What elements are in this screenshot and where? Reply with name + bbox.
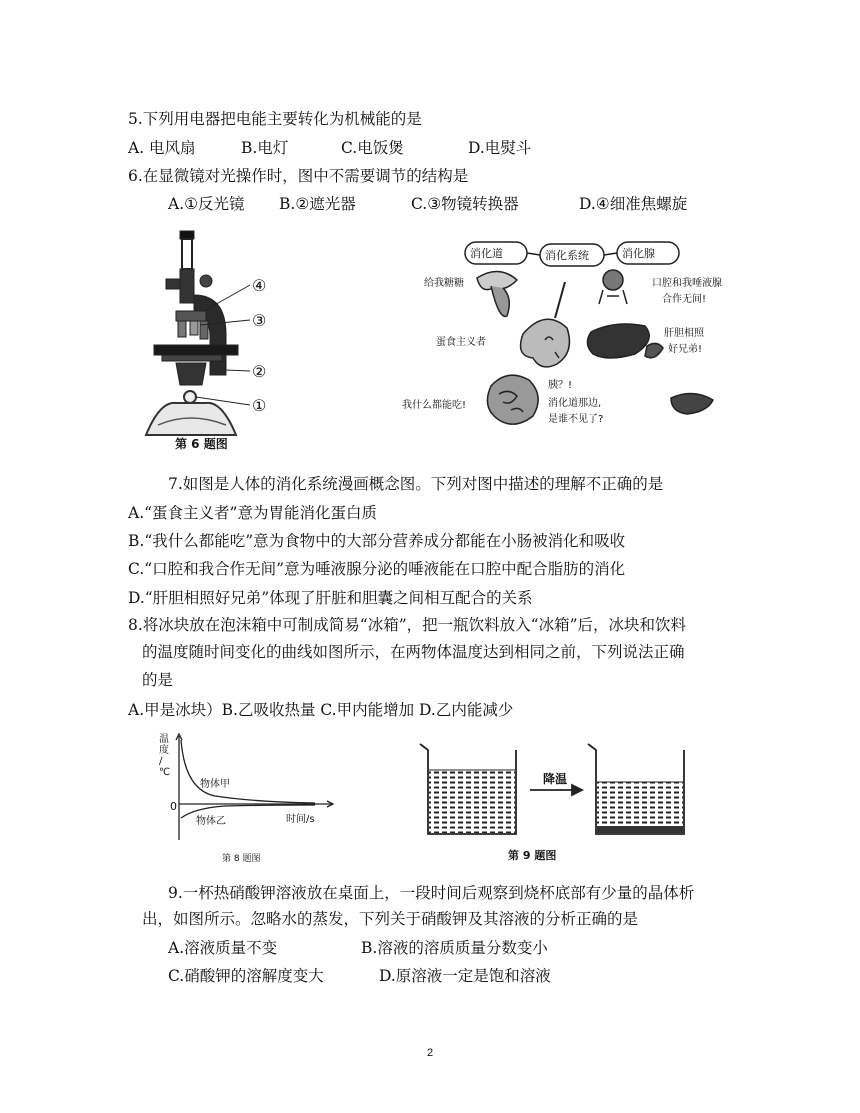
graph-ylabel <box>159 734 171 778</box>
ylabel-char-4: ℃ <box>159 767 171 778</box>
q8-figure-caption: 第 8 题图 <box>222 854 261 864</box>
q5-option-c: C.电饭煲 <box>341 139 404 157</box>
speech-eat-anything: 我什么都能吃! <box>402 400 467 411</box>
q6-option-c: C.③物镜转换器 <box>411 195 519 213</box>
q9-option-a: A.溶液质量不变 <box>168 939 278 957</box>
q6-option-b: B.②遮光器 <box>279 195 356 213</box>
q9-option-c: C.硝酸钾的溶解度变大 <box>168 967 324 985</box>
q9-stem-line2: 出，如图所示。忽略水的蒸发，下列关于硝酸钾及其溶液的分析正确的是 <box>142 910 639 928</box>
arrow-label-cool: 降温 <box>543 772 568 786</box>
marker-3: ③ <box>252 311 267 330</box>
q6-option-a: A.①反光镜 <box>168 195 245 213</box>
q9-option-d: D.原溶液一定是饱和溶液 <box>379 967 551 985</box>
graph-curve-a-label: 物体甲 <box>200 779 230 790</box>
q6-figure-caption: 第 6 题图 <box>175 437 228 451</box>
ylabel-char-1: 温 <box>159 734 169 745</box>
speech-good-brothers: 好兄弟! <box>668 344 703 355</box>
q5-option-b: B.电灯 <box>241 139 289 157</box>
speech-mouth-gland: 口腔和我唾液腺 <box>652 278 722 289</box>
speech-liver-gall: 肝胆相照 <box>664 328 704 339</box>
q5-option-d: D.电熨斗 <box>468 139 532 157</box>
q7-stem: 7.如图是人体的消化系统漫画概念图。下列对图中描述的理解不正确的是 <box>168 475 664 493</box>
q7-option-c: C.“口腔和我合作无间”意为唾液腺分泌的唾液能在口腔中配合脂肪的消化 <box>128 560 626 578</box>
q8-stem-line1: 8.将冰块放在泡沫箱中可制成简易“冰箱”，把一瓶饮料放入“冰箱”后，冰块和饮料 <box>128 616 686 634</box>
q5-option-a: A. 电风扇 <box>128 139 196 157</box>
speech-give-sugar: 给我糖糖 <box>424 278 464 289</box>
q6-stem: 6.在显微镜对光操作时，图中不需要调节的结构是 <box>128 167 469 185</box>
speech-who-missing: 是谁不见了? <box>548 414 604 425</box>
microscope-figure <box>140 225 290 455</box>
marker-4: ④ <box>252 276 267 295</box>
q6-option-d: D.④细准焦螺旋 <box>579 195 688 213</box>
q9-stem-line1: 9.一杯热硝酸钾溶液放在桌面上，一段时间后观察到烧杯底部有少量的晶体析 <box>168 884 695 902</box>
q7-option-b: B.“我什么都能吃”意为食物中的大部分营养成分都能在小肠被消化和吸收 <box>128 532 626 550</box>
q8-options: A.甲是冰块）B.乙吸收热量 C.甲内能增加 D.乙内能减少 <box>128 701 514 719</box>
graph-zero: 0 <box>170 800 177 813</box>
q9-figure-caption: 第 9 题图 <box>508 849 557 862</box>
ylabel-char-3: / <box>159 756 163 767</box>
label-digestive-gland: 消化腺 <box>622 247 655 260</box>
label-digestive-system: 消化系统 <box>545 249 589 262</box>
ylabel-char-2: 度 <box>159 745 169 756</box>
speech-tract-side: 消化道那边, <box>548 398 602 409</box>
speech-protein-eater: 蛋食主义者 <box>436 337 486 348</box>
marker-1: ① <box>252 396 267 415</box>
speech-pancreas: 胰？! <box>548 380 573 391</box>
page-number: 2 <box>426 1047 434 1059</box>
q9-option-b: B.溶液的溶质质量分数变小 <box>361 939 548 957</box>
q7-option-d: D.“肝胆相照好兄弟”体现了肝脏和胆囊之间相互配合的关系 <box>128 589 533 607</box>
label-digestive-tract: 消化道 <box>470 247 503 260</box>
graph-xlabel: 时间/s <box>286 814 315 825</box>
marker-2: ② <box>252 362 267 381</box>
q5-stem: 5.下列用电器把电能主要转化为机械能的是 <box>128 110 422 128</box>
speech-cooperate: 合作无间! <box>662 294 707 305</box>
graph-curve-b-label: 物体乙 <box>196 816 226 827</box>
q8-stem-line2: 的温度随时间变化的曲线如图所示，在两物体温度达到相同之前，下列说法正确 <box>142 643 685 661</box>
q8-stem-line3: 的是 <box>142 671 174 689</box>
q9-beaker-figure <box>410 740 710 840</box>
q7-option-a: A.“蛋食主义者”意为胃能消化蛋白质 <box>128 504 377 522</box>
